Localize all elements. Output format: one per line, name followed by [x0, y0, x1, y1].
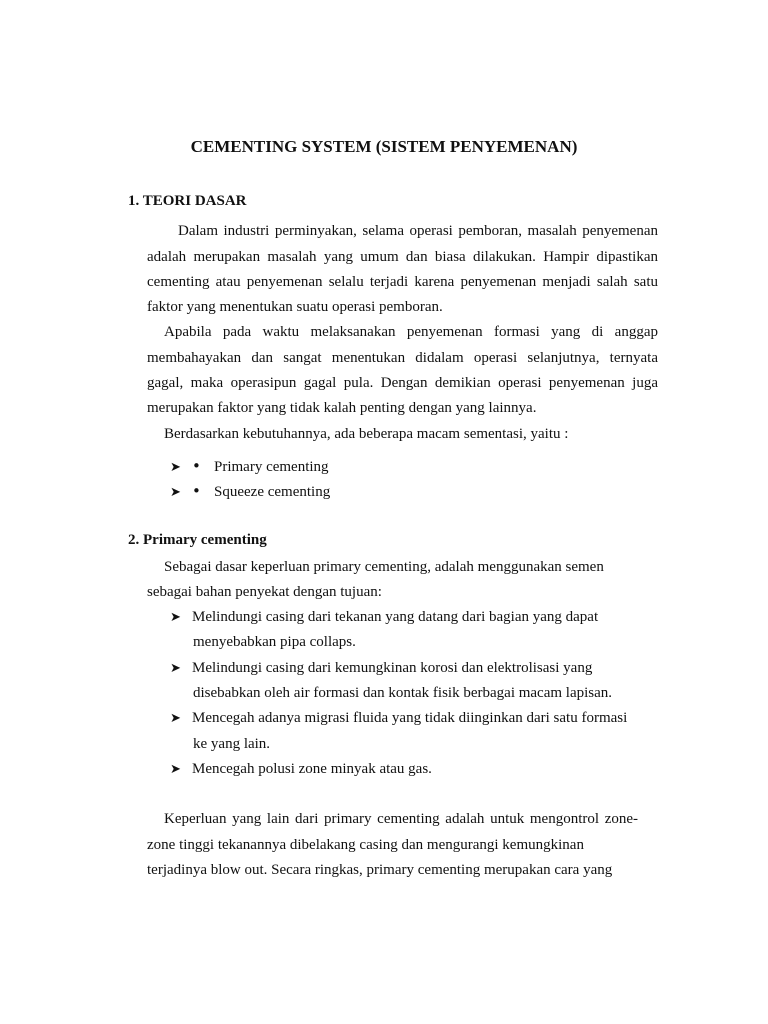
paragraph-line: gagal, maka operasipun gagal pula. Dengan demikian operasi penyemenan juga: [147, 375, 658, 391]
list-item: [170, 482, 330, 502]
paragraph-line: Dalam industri perminyakan, selama operasi pemboran, masalah penyemenan: [178, 223, 658, 239]
list-item: [170, 608, 598, 627]
list-item-label: Squeeze cementing: [214, 484, 331, 500]
list-item: [170, 760, 432, 779]
section-heading-primary-cementing: 2. Primary cementing: [128, 532, 267, 548]
paragraph-line: faktor yang menentukan suatu operasi pemboran.: [147, 299, 443, 315]
list-item-label: Mencegah adanya migrasi fluida yang tidak diinginkan dari satu formasi: [192, 710, 628, 726]
paragraph-line: Sebagai dasar keperluan primary cementing, adalah menggunakan semen: [164, 559, 604, 575]
list-item-label: Melindungi casing dari kemungkinan korosi dan elektrolisasi yang: [192, 660, 593, 676]
list-item-label: Primary cementing: [214, 459, 329, 475]
arrow-bullet-icon: ➤: [170, 661, 181, 676]
list-item-continuation: disebabkan oleh air formasi dan kontak fisik berbagai macam lapisan.: [193, 685, 613, 701]
dot-bullet-icon: •: [192, 482, 201, 500]
paragraph-line: merupakan faktor yang tidak kalah penting dengan yang lainnya.: [147, 400, 537, 416]
list-item-continuation: ke yang lain.: [193, 736, 271, 752]
dot-bullet-icon: •: [192, 457, 201, 475]
paragraph-line: terjadinya blow out. Secara ringkas, primary cementing merupakan cara yang: [147, 862, 613, 878]
list-item: [170, 659, 592, 678]
list-item: [170, 457, 329, 477]
paragraph-line: Keperluan yang lain dari primary cementing adalah untuk mengontrol zone-: [164, 811, 638, 827]
list-item-label: Mencegah polusi zone minyak atau gas.: [192, 761, 432, 777]
paragraph-line: adalah merupakan masalah yang umum dan biasa dilakukan. Hampir dipastikan: [147, 249, 658, 265]
list-item: [170, 709, 627, 728]
arrow-bullet-icon: ➤: [170, 460, 181, 475]
section-heading-teori-dasar: 1. TEORI DASAR: [128, 193, 247, 209]
list-item-continuation: menyebabkan pipa collaps.: [193, 634, 356, 650]
arrow-bullet-icon: ➤: [170, 485, 181, 500]
paragraph-line: cementing atau penyemenan selalu terjadi karena penyemenan menjadi salah satu: [147, 274, 658, 290]
arrow-bullet-icon: ➤: [170, 762, 181, 777]
list-item-label: Melindungi casing dari tekanan yang datang dari bagian yang dapat: [192, 609, 599, 625]
paragraph-line: zone tinggi tekanannya dibelakang casing dan mengurangi kemungkinan: [147, 837, 584, 853]
arrow-bullet-icon: ➤: [170, 711, 181, 726]
document-title: CEMENTING SYSTEM (SISTEM PENYEMENAN): [190, 137, 578, 156]
paragraph-line: membahayakan dan sangat menentukan didalam operasi selanjutnya, ternyata: [147, 350, 658, 366]
paragraph-line: Apabila pada waktu melaksanakan penyemenan formasi yang di anggap: [164, 324, 658, 340]
paragraph-line: sebagai bahan penyekat dengan tujuan:: [147, 584, 382, 600]
arrow-bullet-icon: ➤: [170, 610, 181, 625]
paragraph-line: Berdasarkan kebutuhannya, ada beberapa macam sementasi, yaitu :: [164, 426, 569, 442]
